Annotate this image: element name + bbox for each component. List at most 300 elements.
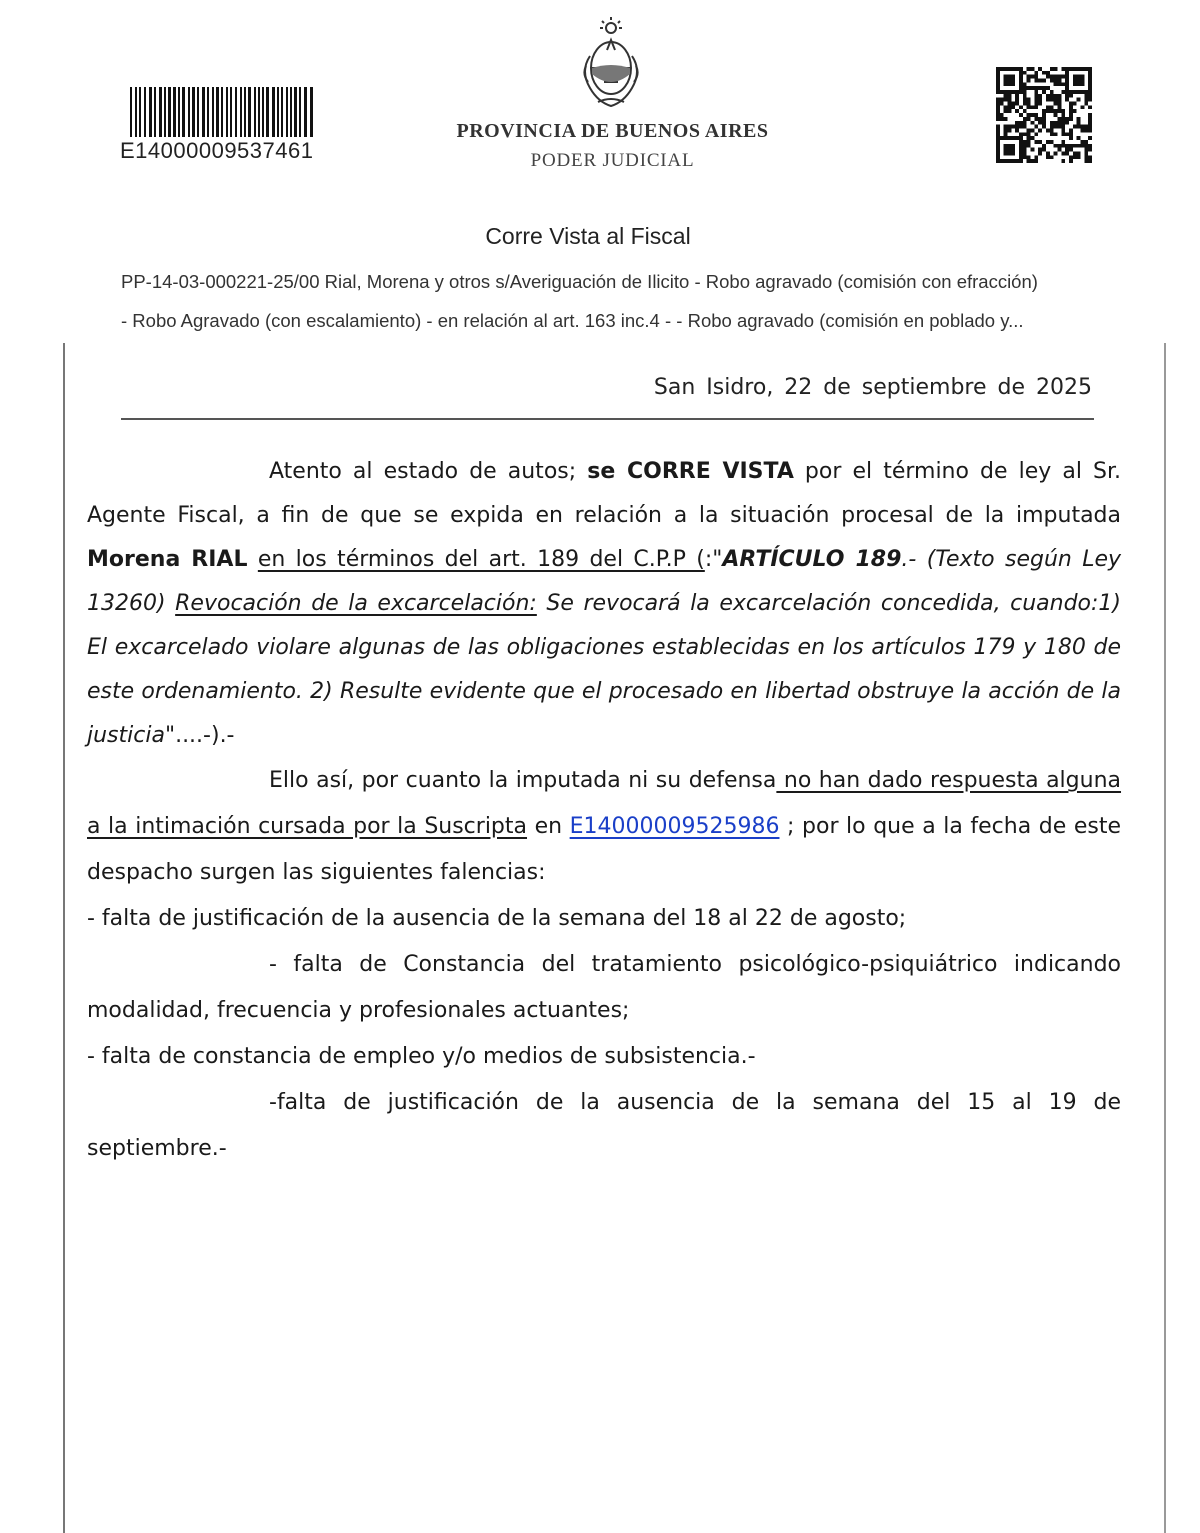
qr-module (1008, 75, 1012, 79)
qr-module (1023, 125, 1027, 129)
qr-module (1031, 75, 1035, 79)
qr-module (1034, 71, 1038, 75)
qr-module (1061, 67, 1065, 71)
qr-module (1065, 132, 1069, 136)
qr-module (1004, 75, 1008, 79)
qr-module (1023, 90, 1027, 94)
qr-module (1054, 82, 1058, 86)
qr-module (1027, 128, 1031, 132)
qr-module (1023, 94, 1027, 98)
qr-module (1008, 109, 1012, 113)
qr-module (1077, 155, 1081, 159)
qr-module (1015, 98, 1019, 102)
qr-module (1034, 113, 1038, 117)
qr-module (1038, 121, 1042, 125)
barcode-bar (281, 87, 283, 137)
qr-module (1019, 105, 1023, 109)
qr-module (1042, 113, 1046, 117)
barcode-bar (248, 87, 251, 137)
qr-module (1011, 82, 1015, 86)
qr-module (1077, 136, 1081, 140)
qr-module (1077, 151, 1081, 155)
qr-module (1088, 113, 1092, 117)
qr-module (1004, 67, 1008, 71)
qr-module (1023, 132, 1027, 136)
qr-module (1038, 67, 1042, 71)
qr-module (1019, 113, 1023, 117)
qr-module (1011, 79, 1015, 83)
qr-module (1008, 151, 1012, 155)
qr-module (1019, 67, 1023, 71)
qr-module (1004, 98, 1008, 102)
qr-module (1011, 144, 1015, 148)
page-border-left (63, 343, 65, 1533)
qr-module (1034, 117, 1038, 121)
qr-module (1004, 117, 1008, 121)
qr-module (1004, 105, 1008, 109)
qr-module (1057, 109, 1061, 113)
barcode-bar (262, 87, 264, 137)
qr-module (1084, 102, 1088, 106)
qr-module (1061, 132, 1065, 136)
qr-module (1023, 86, 1027, 90)
list-item: - falta de justificación de la ausencia de la semana del 18 al 22 de agosto; (87, 906, 907, 931)
qr-module (1046, 105, 1050, 109)
qr-module (1057, 121, 1061, 125)
qr-module (1000, 113, 1004, 117)
reference-link[interactable]: E14000009525986 (569, 814, 780, 839)
qr-module (1065, 75, 1069, 79)
qr-module (1057, 94, 1061, 98)
qr-module (1054, 79, 1058, 83)
qr-module (1077, 67, 1081, 71)
qr-module (1054, 113, 1058, 117)
qr-module (1008, 79, 1012, 83)
qr-module (1015, 128, 1019, 132)
qr-module (1069, 105, 1073, 109)
qr-module (1088, 82, 1092, 86)
qr-module (1011, 159, 1015, 163)
qr-module (1008, 105, 1012, 109)
barcode-bar (304, 87, 307, 137)
qr-module (1019, 132, 1023, 136)
qr-module (1080, 125, 1084, 129)
qr-module (1065, 71, 1069, 75)
qr-module (1027, 144, 1031, 148)
province-name: PROVINCIA DE BUENOS AIRES (456, 120, 769, 142)
qr-module (996, 102, 1000, 106)
qr-module (1080, 90, 1084, 94)
qr-module (1065, 86, 1069, 90)
qr-module (1054, 121, 1058, 125)
qr-module (1050, 125, 1054, 129)
barcode-bar (197, 87, 199, 137)
qr-module (1088, 125, 1092, 129)
qr-module (1019, 148, 1023, 152)
barcode-bar (168, 87, 171, 137)
qr-module (1004, 144, 1008, 148)
qr-module (1069, 148, 1073, 152)
qr-module (1034, 79, 1038, 83)
barcode-bar (290, 87, 292, 137)
qr-module (1050, 109, 1054, 113)
qr-module (1042, 117, 1046, 121)
qr-module (996, 155, 1000, 159)
qr-module (1069, 136, 1073, 140)
qr-module (1080, 67, 1084, 71)
qr-module (996, 128, 1000, 132)
qr-module (1031, 159, 1035, 163)
qr-module (1065, 151, 1069, 155)
qr-module (1015, 109, 1019, 113)
qr-module (1077, 82, 1081, 86)
qr-module (1023, 109, 1027, 113)
qr-module (1046, 98, 1050, 102)
qr-module (1077, 79, 1081, 83)
qr-module (1000, 90, 1004, 94)
qr-module (1015, 136, 1019, 140)
qr-module (1031, 148, 1035, 152)
qr-module (1042, 148, 1046, 152)
qr-module (1073, 67, 1077, 71)
qr-module (996, 79, 1000, 83)
qr-module (1034, 86, 1038, 90)
qr-module (1077, 90, 1081, 94)
qr-module (1011, 102, 1015, 106)
qr-module (1042, 71, 1046, 75)
qr-module (1031, 86, 1035, 90)
qr-module (1034, 140, 1038, 144)
qr-module (1050, 94, 1054, 98)
qr-module (1008, 94, 1012, 98)
qr-module (1057, 75, 1061, 79)
qr-module (1046, 75, 1050, 79)
barcode-bar (294, 87, 297, 137)
qr-module (1027, 105, 1031, 109)
barcode-bar (286, 87, 288, 137)
qr-module (1019, 125, 1023, 129)
qr-module (1011, 90, 1015, 94)
qr-module (1088, 94, 1092, 98)
barcode-bar (240, 87, 242, 137)
barcode-bar (192, 87, 195, 137)
qr-module (996, 105, 1000, 109)
qr-module (996, 148, 1000, 152)
qr-module (1019, 75, 1023, 79)
barcode-bar (164, 87, 166, 137)
qr-module (1061, 128, 1065, 132)
qr-module (1088, 117, 1092, 121)
qr-module (1088, 155, 1092, 159)
qr-module (996, 151, 1000, 155)
qr-module (1023, 98, 1027, 102)
qr-module (1004, 109, 1008, 113)
qr-module (1042, 86, 1046, 90)
barcode-bar (212, 87, 214, 137)
paragraph-falencias: Ello así, por cuanto la imputada ni su defensa no han dado respuesta alguna a la intimación cursada por la Suscripta en E14000009525986 ; por lo que a la fecha de este despacho surgen las siguientes falencias: (87, 768, 1122, 885)
qr-module (1042, 125, 1046, 129)
qr-module (1088, 148, 1092, 152)
qr-module (1050, 75, 1054, 79)
qr-module (1050, 79, 1054, 83)
qr-module (996, 140, 1000, 144)
qr-module (1023, 155, 1027, 159)
qr-module (1011, 105, 1015, 109)
qr-module (996, 125, 1000, 129)
barcode-bar (202, 87, 205, 137)
qr-module (1008, 90, 1012, 94)
qr-module (996, 75, 1000, 79)
qr-module (1084, 155, 1088, 159)
qr-module (996, 136, 1000, 140)
qr-module (1073, 151, 1077, 155)
barcode-bar (188, 87, 190, 137)
qr-module (1054, 75, 1058, 79)
qr-module (1027, 132, 1031, 136)
barcode-bar (254, 87, 256, 137)
qr-module (1088, 128, 1092, 132)
qr-module (1054, 109, 1058, 113)
qr-module (1011, 148, 1015, 152)
qr-module (1061, 90, 1065, 94)
qr-module (1057, 105, 1061, 109)
qr-module (1019, 79, 1023, 83)
qr-module (1034, 98, 1038, 102)
qr-module (1077, 98, 1081, 102)
barcode-bar (154, 87, 156, 137)
qr-module (1080, 144, 1084, 148)
qr-module (1046, 94, 1050, 98)
qr-module (1011, 75, 1015, 79)
qr-module (1000, 159, 1004, 163)
document-title: Corre Vista al Fiscal (485, 223, 691, 249)
qr-module (1084, 140, 1088, 144)
qr-module (1084, 94, 1088, 98)
barcode-bar (235, 87, 237, 137)
qr-module (1042, 109, 1046, 113)
qr-module (1046, 140, 1050, 144)
qr-module (1046, 86, 1050, 90)
qr-module (1008, 67, 1012, 71)
qr-module (1080, 82, 1084, 86)
qr-module (1019, 151, 1023, 155)
qr-module (1088, 136, 1092, 140)
qr-module (996, 67, 1000, 71)
qr-module (1015, 94, 1019, 98)
qr-module (1000, 67, 1004, 71)
qr-module (1069, 94, 1073, 98)
qr-module (1077, 125, 1081, 129)
qr-module (996, 90, 1000, 94)
qr-module (1011, 151, 1015, 155)
barcode-bar (310, 87, 313, 137)
qr-module (1073, 109, 1077, 113)
qr-module (1069, 113, 1073, 117)
qr-module (996, 86, 1000, 90)
qr-module (1038, 140, 1042, 144)
qr-module (1069, 159, 1073, 163)
qr-module (1077, 75, 1081, 79)
qr-module (1065, 121, 1069, 125)
qr-module (1008, 144, 1012, 148)
barcode-bar (266, 87, 269, 137)
qr-module (1000, 102, 1004, 106)
qr-module (1038, 102, 1042, 106)
qr-module (1008, 102, 1012, 106)
qr-module (1008, 159, 1012, 163)
qr-module (996, 159, 1000, 163)
qr-module (1088, 86, 1092, 90)
qr-module (1065, 94, 1069, 98)
qr-module (1061, 144, 1065, 148)
qr-module (1084, 148, 1088, 152)
barcode-bar (230, 87, 232, 137)
qr-module (1065, 148, 1069, 152)
qr-module (1038, 151, 1042, 155)
qr-module (1019, 159, 1023, 163)
qr-module (1084, 151, 1088, 155)
qr-module (1065, 144, 1069, 148)
qr-module (1019, 82, 1023, 86)
qr-module (1027, 67, 1031, 71)
barcode-bar (173, 87, 176, 137)
qr-module (1031, 136, 1035, 140)
qr-module (1088, 159, 1092, 163)
page-border-right (1164, 343, 1166, 1533)
qr-module (1073, 155, 1077, 159)
qr-module (1069, 109, 1073, 113)
judicial-branch: PODER JUDICIAL (530, 150, 695, 171)
qr-module (1038, 148, 1042, 152)
qr-module (1069, 144, 1073, 148)
qr-module (1088, 71, 1092, 75)
qr-module (1088, 79, 1092, 83)
barcode-bar (299, 87, 301, 137)
qr-module (996, 113, 1000, 117)
qr-module (1034, 75, 1038, 79)
qr-module (1073, 79, 1077, 83)
qr-module (1019, 144, 1023, 148)
qr-module (1019, 140, 1023, 144)
qr-module (1015, 90, 1019, 94)
list-item: - falta de constancia de empleo y/o medios de subsistencia.- (87, 1044, 756, 1069)
document-body (87, 450, 1121, 1172)
qr-module (1057, 82, 1061, 86)
qr-module (1023, 121, 1027, 125)
qr-module (1031, 113, 1035, 117)
qr-module (1054, 132, 1058, 136)
qr-module (1004, 159, 1008, 163)
qr-module (1061, 75, 1065, 79)
qr-module (1065, 117, 1069, 121)
qr-module (1069, 128, 1073, 132)
qr-module (1050, 90, 1054, 94)
qr-module (1034, 155, 1038, 159)
coat-of-arms-icon (578, 16, 644, 110)
qr-module (1031, 67, 1035, 71)
qr-module (1008, 128, 1012, 132)
qr-module (1015, 125, 1019, 129)
qr-module (1042, 79, 1046, 83)
qr-module (1061, 140, 1065, 144)
qr-module (1004, 125, 1008, 129)
qr-module (1065, 79, 1069, 83)
qr-module (1057, 144, 1061, 148)
qr-module (1027, 117, 1031, 121)
qr-module (1027, 140, 1031, 144)
qr-module (1088, 75, 1092, 79)
qr-module (1000, 98, 1004, 102)
qr-module (1080, 128, 1084, 132)
qr-module (1088, 90, 1092, 94)
qr-module (996, 109, 1000, 113)
corre-vista-emphasis: se CORRE VISTA (587, 459, 794, 484)
qr-module (1050, 67, 1054, 71)
barcode-bar (226, 87, 228, 137)
qr-module (1034, 132, 1038, 136)
qr-module (996, 144, 1000, 148)
qr-module (1065, 82, 1069, 86)
qr-module (1084, 98, 1088, 102)
qr-module (1011, 125, 1015, 129)
qr-module (1031, 128, 1035, 132)
qr-module (1023, 71, 1027, 75)
qr-module (1057, 98, 1061, 102)
qr-module (1008, 82, 1012, 86)
qr-module (1015, 159, 1019, 163)
qr-module (1004, 79, 1008, 83)
barcode-bar (135, 87, 137, 137)
qr-module (1004, 132, 1008, 136)
qr-module (1084, 67, 1088, 71)
qr-module (1084, 159, 1088, 163)
qr-module (1042, 144, 1046, 148)
qr-module (1023, 102, 1027, 106)
qr-module (1027, 75, 1031, 79)
qr-module (1054, 67, 1058, 71)
qr-module (1008, 136, 1012, 140)
qr-module (1046, 155, 1050, 159)
qr-module (1073, 125, 1077, 129)
qr-module (1011, 67, 1015, 71)
qr-module (1054, 125, 1058, 129)
qr-module (1054, 98, 1058, 102)
qr-module (1046, 109, 1050, 113)
qr-module (1061, 159, 1065, 163)
qr-module (1027, 102, 1031, 106)
barcode-bar (216, 87, 219, 137)
qr-module (1050, 132, 1054, 136)
qr-module (1019, 71, 1023, 75)
qr-module (1050, 140, 1054, 144)
qr-module (1050, 105, 1054, 109)
barcode-bar (182, 87, 185, 137)
barcode-bar (130, 87, 132, 137)
barcode-bar (258, 87, 260, 137)
qr-module (1088, 121, 1092, 125)
qr-module (1038, 117, 1042, 121)
qr-module (1031, 121, 1035, 125)
qr-module (1019, 86, 1023, 90)
qr-module (1080, 140, 1084, 144)
qr-module (1015, 67, 1019, 71)
qr-module (1084, 125, 1088, 129)
qr-module (1054, 102, 1058, 106)
qr-module (1069, 117, 1073, 121)
qr-module (1084, 144, 1088, 148)
qr-module (1054, 144, 1058, 148)
qr-module (996, 98, 1000, 102)
